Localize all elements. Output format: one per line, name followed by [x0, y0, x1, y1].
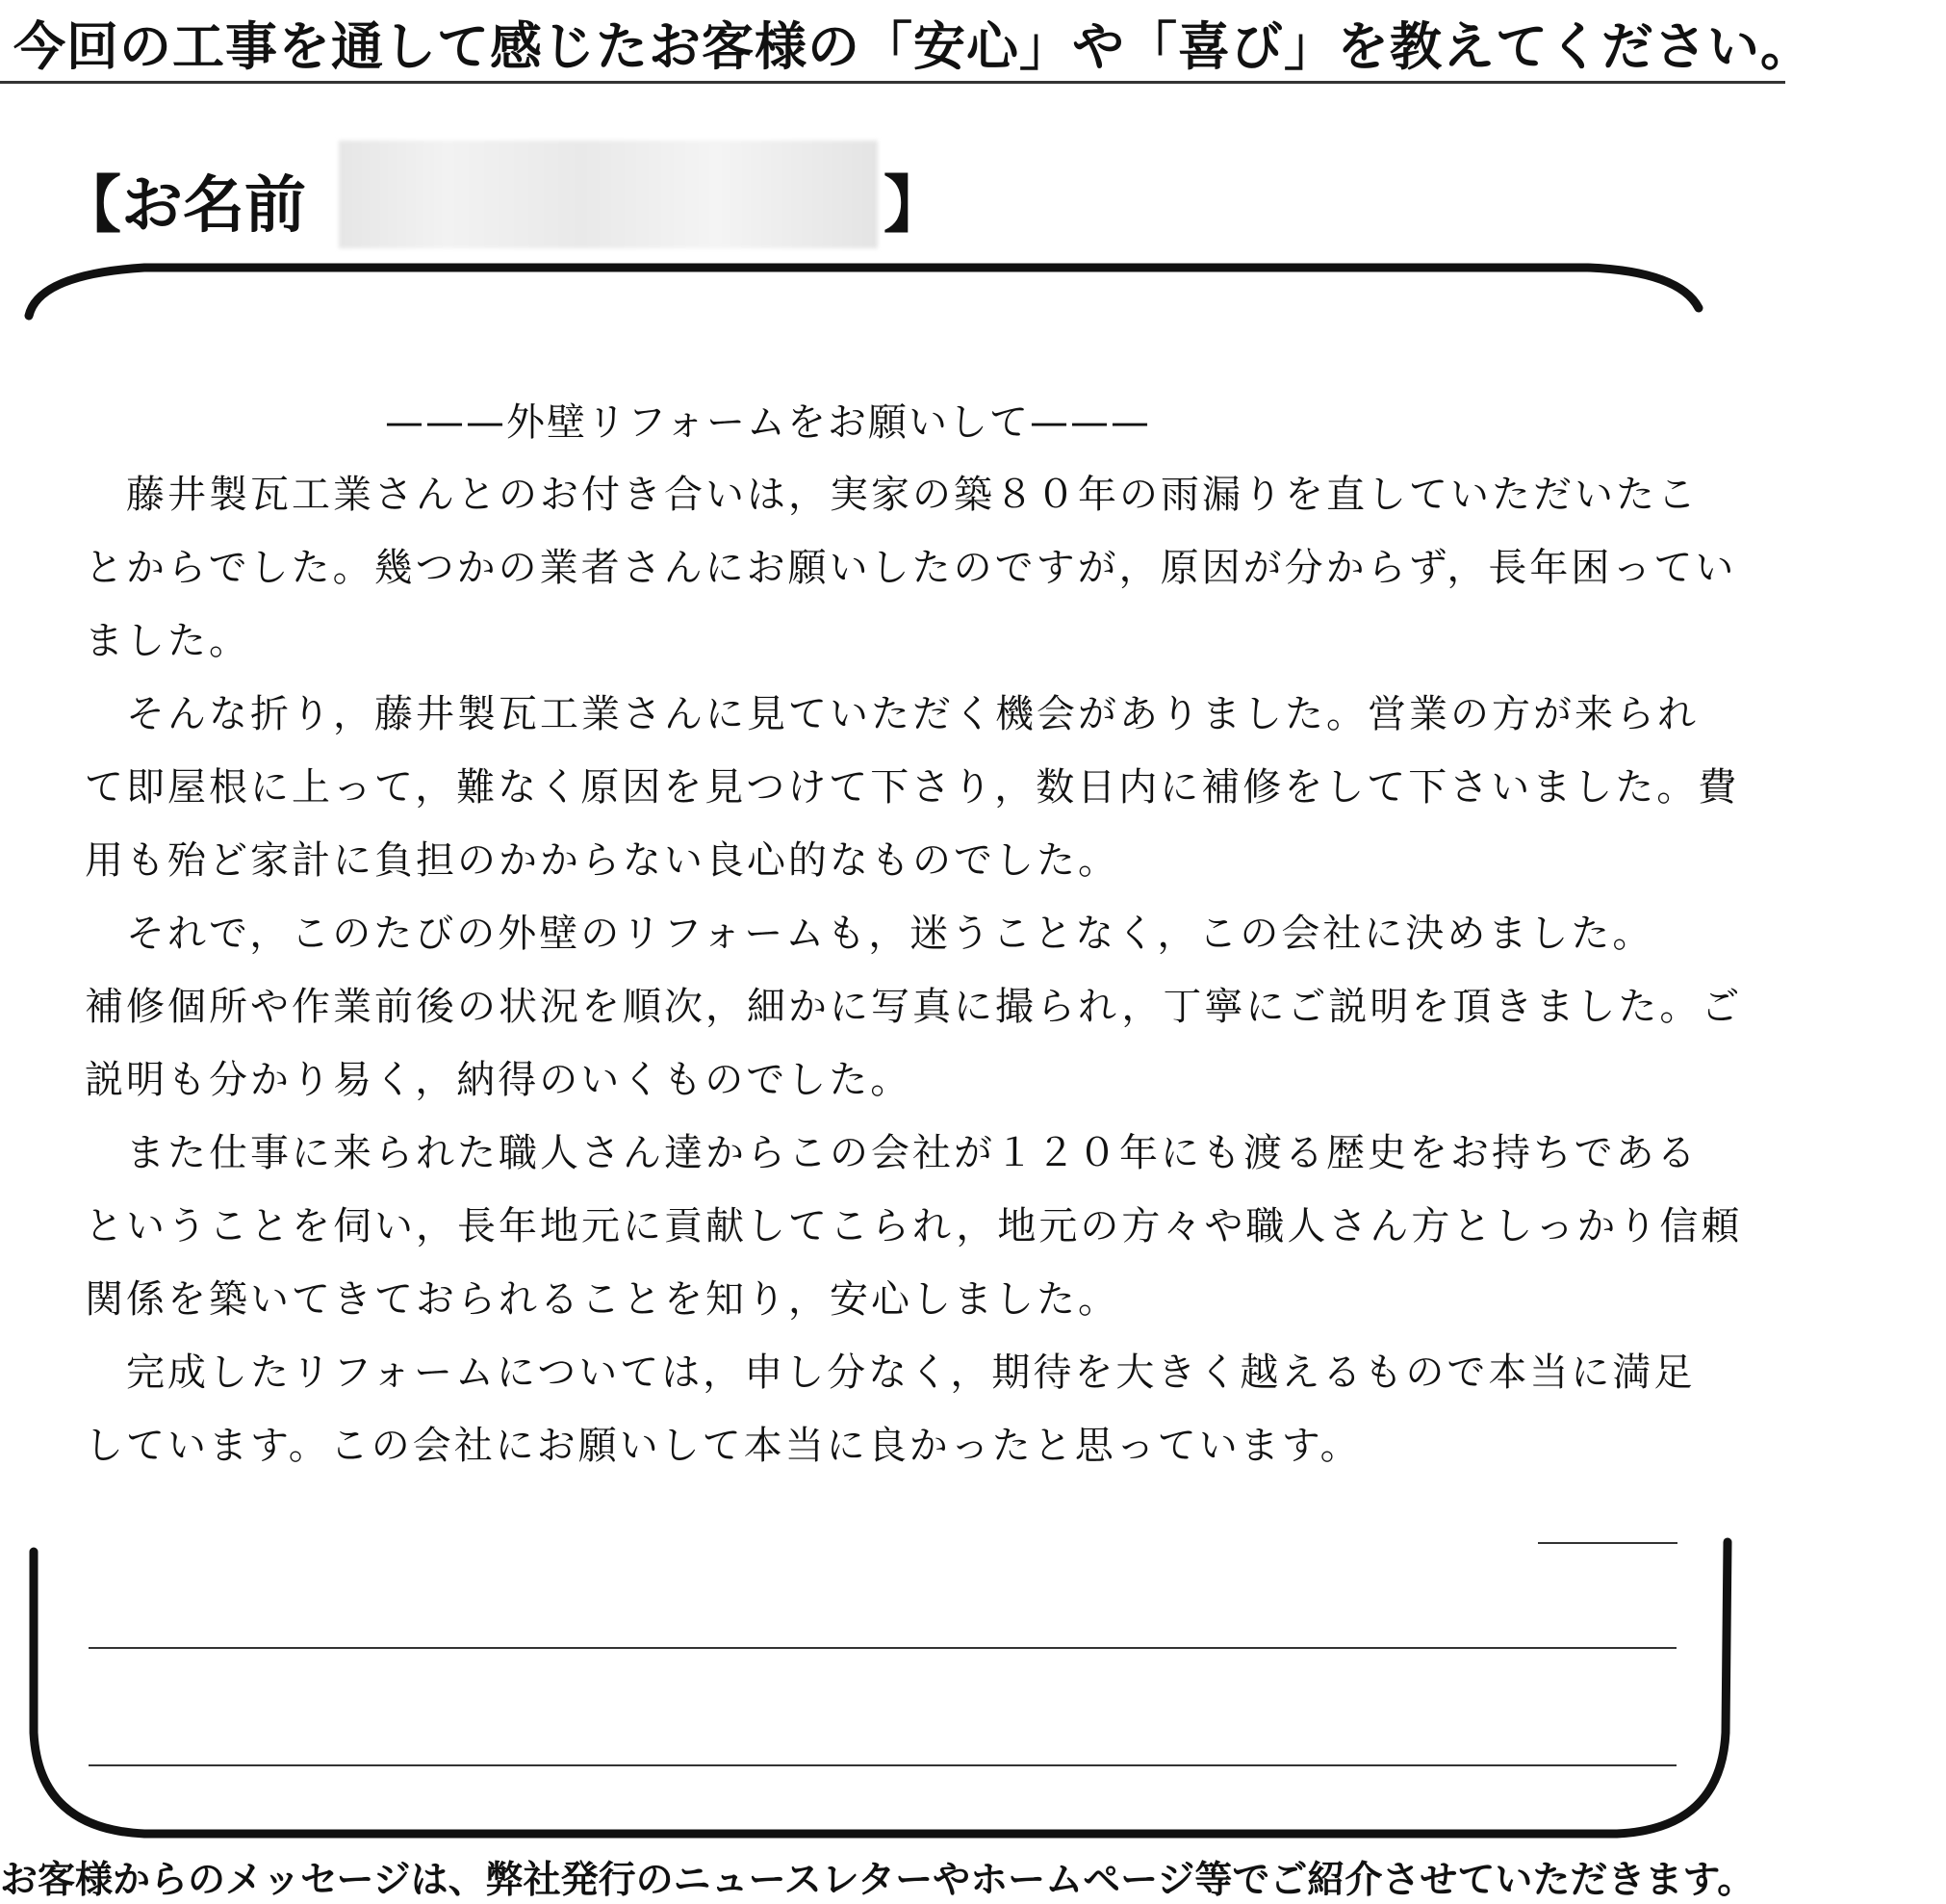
text-line: そんな折り，藤井製瓦工業さんに見ていただく機会がありました。営業の方が来られ: [85, 692, 1699, 736]
text-line: ました。: [85, 619, 250, 663]
text-line: 補修個所や作業前後の状況を順次，細かに写真に撮られ，丁寧にご説明を頂きました。ご: [85, 985, 1743, 1029]
text-line: て即屋根に上って，難なく原因を見つけて下さり，数日内に補修をして下さいました。費: [85, 765, 1740, 810]
letter-subtitle: ———外壁リフォームをお願いして———: [385, 400, 1151, 445]
paragraph-4: [85, 1117, 1846, 1336]
text-line: 完成したリフォームについては，申し分なく，期待を大きく越えるもので本当に満足: [85, 1351, 1696, 1395]
form-heading: 今回の工事を通して感じたお客様の「安心」や「喜び」を教えてください。: [13, 16, 1813, 77]
text-line: ということを伺い，長年地元に貢献してこられ，地元の方々や職人さん方としっかり信頼: [85, 1204, 1743, 1248]
text-line: しています。この会社にお願いして本当に良かったと思っています。: [85, 1424, 1362, 1468]
paragraph-5: [85, 1336, 1846, 1482]
paragraph-3: [85, 897, 1846, 1117]
text-line: また仕事に来られた職人さん達からこの会社が１２０年にも渡る歴史をお持ちである: [85, 1131, 1699, 1175]
text-line: 藤井製瓦工業さんとのお付き合いは，実家の築８０年の雨漏りを直していただいたこ: [85, 473, 1699, 517]
text-line: 用も殆ど家計に負担のかからない良心的なものでした。: [85, 838, 1119, 883]
frame-top-border: [29, 268, 1699, 316]
name-bracket-close: 】: [883, 170, 945, 242]
paragraph-2: [85, 678, 1846, 897]
frame-bottom-border: [34, 1542, 1728, 1834]
text-line: とからでした。幾つかの業者さんにお願いしたのですが，原因が分からず，長年困ってい: [85, 546, 1737, 590]
name-label: 【お名前: [60, 170, 306, 242]
text-line: 関係を築いてきておられることを知り，安心しました。: [85, 1277, 1119, 1322]
footer-note: お客様からのメッセージは、弊社発行のニュースレターやホームページ等でご紹介させていただきます。: [0, 1859, 1755, 1902]
text-line: 説明も分かり易く，納得のいくものでした。: [85, 1058, 912, 1102]
paragraph-1: [85, 458, 1846, 678]
text-line: それで，このたびの外壁のリフォームも，迷うことなく，この会社に決めました。: [85, 912, 1654, 956]
